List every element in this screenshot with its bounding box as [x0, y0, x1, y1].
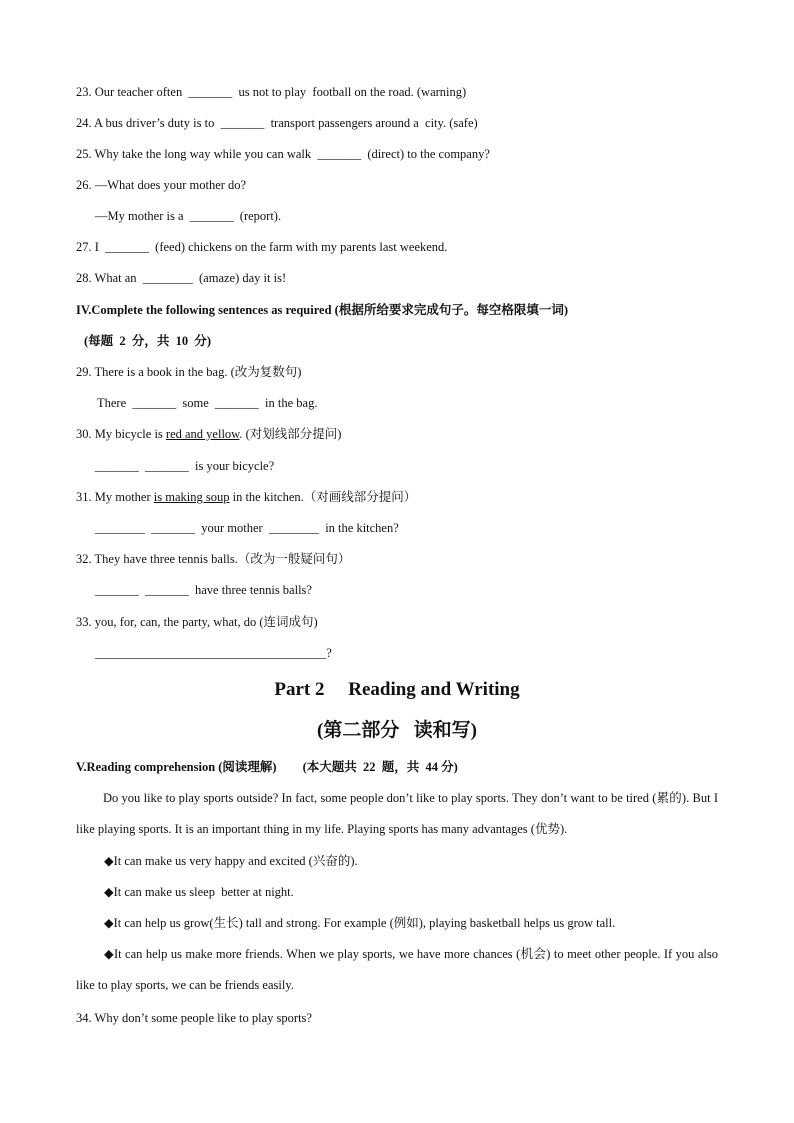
- question-33-answer-line: _____________________________________?: [95, 646, 332, 660]
- section-4-score: (每题 2 分，共 10 分): [84, 334, 212, 348]
- question-31-instruction: in the kitchen.（对画线部分提问）: [229, 490, 417, 504]
- passage-bullet-2: ◆It can make us sleep better at night.: [104, 885, 294, 899]
- question-31-text: 31. My mother: [76, 490, 154, 504]
- question-29-prompt: 29. There is a book in the bag. (改为复数句): [76, 365, 302, 379]
- question-30-text: 30. My bicycle is: [76, 427, 166, 441]
- question-32-answer-line: _______ _______ have three tennis balls?: [95, 583, 312, 597]
- question-26-prompt: 26. —What does your mother do?: [76, 178, 247, 192]
- passage-bullet-4-text: ◆It can help us make more friends. When we play sports, we have more chances (机会) to meet other people. If you also like to play sports, we can be friends easily.: [76, 947, 718, 992]
- section-5-score: (本大题共 22 题，共 44 分): [302, 760, 458, 774]
- section-5-title: [76, 759, 458, 775]
- passage-paragraph-1: [76, 783, 718, 845]
- question-31-prompt: [76, 489, 416, 505]
- question-26-answer-line: —My mother is a _______ (report).: [95, 209, 282, 223]
- question-30-prompt: [76, 426, 341, 442]
- question-34: 34. Why don’t some people like to play sports?: [76, 1011, 312, 1025]
- section-5-name: V.Reading comprehension (阅读理解): [76, 760, 277, 774]
- part-2-chinese-title: (第二部分 读和写): [317, 720, 477, 741]
- question-24: 24. A bus driver’s duty is to _______ transport passengers around a city. (safe): [76, 116, 478, 130]
- question-30-answer-line: _______ _______ is your bicycle?: [95, 459, 275, 473]
- part-2-title: Part 2 Reading and Writing: [274, 679, 520, 700]
- question-27: 27. I _______ (feed) chickens on the farm with my parents last weekend.: [76, 240, 448, 254]
- passage-bullet-3: ◆It can help us grow(生长) tall and strong. For example (例如), playing basketball helps us grow tall.: [104, 916, 616, 930]
- question-33-prompt: 33. you, for, can, the party, what, do (连词成句): [76, 615, 318, 629]
- passage-paragraph-1-text: Do you like to play sports outside? In fact, some people don’t like to play sports. They don’t want to be tired (累的). But I like playing sports. It is an important thing in my life. Playing sports has many advantages (优势).: [76, 791, 718, 836]
- question-28: 28. What an ________ (amaze) day it is!: [76, 271, 287, 285]
- question-29-answer-line: There _______ some _______ in the bag.: [97, 396, 318, 410]
- question-30-underlined: red and yellow: [165, 427, 240, 441]
- question-31-answer-line: ________ _______ your mother ________ in the kitchen?: [95, 521, 399, 535]
- section-4-title: IV.Complete the following sentences as required (根据所给要求完成句子。每空格限填一词): [76, 303, 568, 317]
- question-23: 23. Our teacher often _______ us not to play football on the road. (warning): [76, 85, 467, 99]
- question-25: 25. Why take the long way while you can walk _______ (direct) to the company?: [76, 147, 490, 161]
- passage-bullet-1: ◆It can make us very happy and excited (兴奋的).: [104, 854, 358, 868]
- question-31-underlined: is making soup: [153, 490, 230, 504]
- question-30-instruction: . (对划线部分提问): [239, 427, 342, 441]
- passage-bullet-4: [76, 939, 718, 1001]
- question-32-prompt: 32. They have three tennis balls.（改为一般疑问句）: [76, 552, 351, 566]
